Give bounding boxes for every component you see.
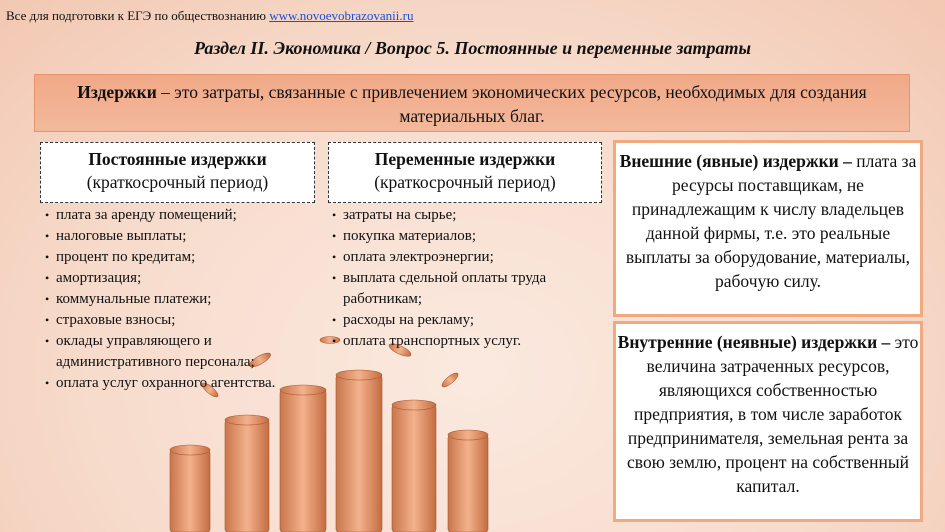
site-link[interactable]: www.novoevobrazovanii.ru [269, 8, 414, 23]
list-item: • оклады управляющего и административного персонала; [44, 331, 334, 373]
variable-costs-subtitle: (краткосрочный период) [374, 172, 556, 192]
internal-costs-text: это величина затраченных ресурсов, являющихся собственностью предприятия, в том числе заработок предпринимателя, земельная рента за свою землю, процент на собственный капитал. [627, 332, 919, 496]
list-item: • оплата транспортных услуг. [331, 331, 601, 352]
internal-costs-title: Внутренние (неявные) издержки – [617, 332, 891, 352]
list-item: • плата за аренду помещений; [44, 205, 334, 226]
list-item: • страховые взносы; [44, 310, 334, 331]
external-costs-title: Внешние (явные) издержки – [619, 151, 852, 171]
definition-text: – это затраты, связанные с привлечением экономических ресурсов, необходимых для создания материальных благ. [156, 82, 867, 126]
definition-box [34, 74, 910, 132]
list-item: • затраты на сырье; [331, 205, 601, 226]
fixed-costs-header [40, 142, 315, 203]
variable-costs-title: Переменные издержки [374, 149, 556, 169]
variable-costs-header [328, 142, 602, 203]
external-costs-box [613, 140, 923, 317]
fixed-costs-title: Постоянные издержки [88, 149, 267, 169]
header-prefix: Все для подготовки к ЕГЭ по обществознанию [6, 8, 266, 23]
definition-term: Издержки [77, 82, 157, 102]
section-title: Раздел II. Экономика / Вопрос 5. Постоянные и переменные затраты [194, 38, 751, 58]
fixed-costs-subtitle: (краткосрочный период) [86, 172, 269, 192]
list-item: • выплата сдельной оплаты труда работникам; [331, 268, 601, 310]
site-header [6, 8, 413, 24]
variable-costs-list [331, 205, 601, 352]
fixed-costs-list [44, 205, 334, 394]
list-item: • расходы на рекламу; [331, 310, 601, 331]
list-item: • покупка материалов; [331, 226, 601, 247]
list-item: • процент по кредитам; [44, 247, 334, 268]
list-item: • оплата услуг охранного агентства. [44, 373, 334, 394]
list-item: • амортизация; [44, 268, 334, 289]
list-item: • оплата электроэнергии; [331, 247, 601, 268]
internal-costs-box [613, 321, 923, 522]
external-costs-text: плата за ресурсы поставщикам, не принадлежащим к числу владельцев данной фирмы, т.е. это реальные выплаты за оборудование, материалы, рабочую силу. [625, 151, 917, 291]
list-item: • коммунальные платежи; [44, 289, 334, 310]
list-item: • налоговые выплаты; [44, 226, 334, 247]
